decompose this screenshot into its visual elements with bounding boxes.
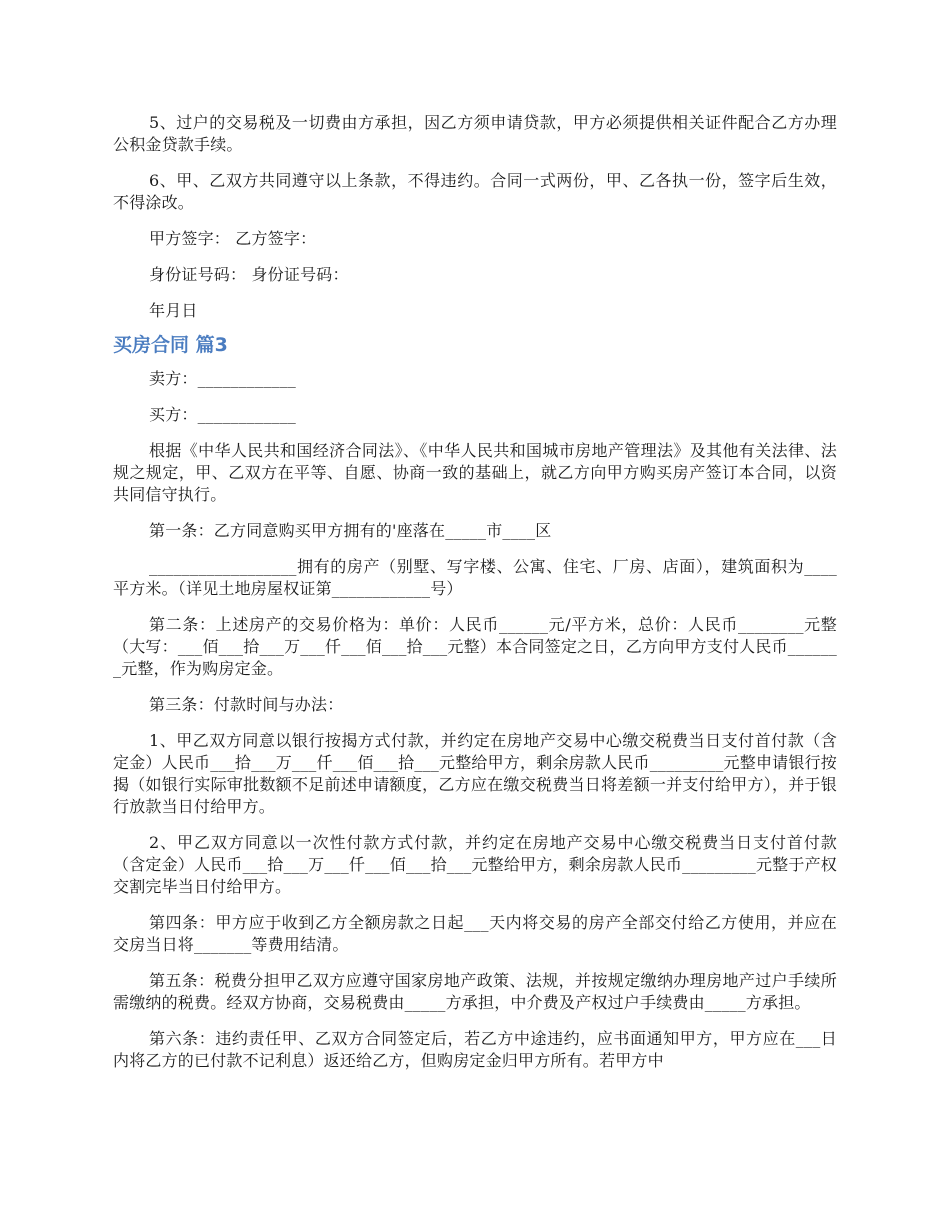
article-3-item-2: 2、甲乙双方同意以一次性付款方式付款，并约定在房地产交易中心缴交税费当日支付首付款（含定金）人民币___拾___万___仟___佰___拾___元整给甲方，剩余房款人民币_________元整于产权交割完毕当日付给甲方。 (113, 833, 837, 896)
article-4: 第四条：甲方应于收到乙方全额房款之日起___天内将交易的房产全部交付给乙方使用，并应在交房当日将_______等费用结清。 (113, 913, 837, 954)
buyer-line: 买方：____________ (149, 405, 297, 424)
clause-5: 5、过户的交易税及一切费由方承担，因乙方须申请贷款，甲方必须提供相关证件配合乙方办理公积金贷款手续。 (113, 113, 837, 154)
article-1-continued: __________________拥有的房产（别墅、写字楼、公寓、住宅、厂房、店面），建筑面积为____平方米。（详见土地房屋权证第____________号） (113, 557, 837, 598)
document-page (113, 112, 837, 1072)
party-signatures: 甲方签字： 乙方签字： (149, 229, 317, 248)
section-heading: 买房合同 篇3 (113, 334, 228, 356)
article-3: 第三条：付款时间与办法： (149, 695, 344, 714)
seller-line: 卖方：____________ (149, 369, 297, 388)
article-6: 第六条：违约责任甲、乙双方合同签定后，若乙方中途违约，应书面通知甲方，甲方应在___日内将乙方的已付款不记利息）返还给乙方，但购房定金归甲方所有。若甲方中 (113, 1029, 837, 1070)
article-5: 第五条：税费分担甲乙双方应遵守国家房地产政策、法规，并按规定缴纳办理房地产过户手续所需缴纳的税费。经双方协商，交易税费由_____方承担，中介费及产权过户手续费由_____方承担。 (113, 971, 837, 1012)
article-2: 第二条：上述房产的交易价格为：单价：人民币______元/平方米，总价：人民币________元整（大写：___佰___拾___万___仟___佰___拾___元整）本合同签定之日，乙方向甲方支付人民币_______元整，作为购房定金。 (113, 615, 837, 678)
preamble: 根据《中华人民共和国经济合同法》、《中华人民共和国城市房地产管理法》及其他有关法律、法规之规定，甲、乙双方在平等、自愿、协商一致的基础上，就乙方向甲方购买房产签订本合同，以资共同信守执行。 (113, 441, 837, 504)
id-numbers: 身份证号码： 身份证号码： (149, 265, 349, 284)
article-1: 第一条：乙方同意购买甲方拥有的'座落在_____市____区 (149, 521, 552, 540)
clause-6: 6、甲、乙双方共同遵守以上条款，不得违约。合同一式两份，甲、乙各执一份，签字后生效，不得涂改。 (113, 171, 837, 212)
date-line: 年月日 (149, 301, 198, 320)
article-3-item-1: 1、甲乙双方同意以银行按揭方式付款，并约定在房地产交易中心缴交税费当日支付首付款（含定金）人民币___拾___万___仟___佰___拾___元整给甲方，剩余房款人民币_________元整申请银行按揭（如银行实际审批数额不足前述申请额度，乙方应在缴交税费当日将差额一并支付给甲方），并于银行放款当日付给甲方。 (113, 731, 837, 816)
